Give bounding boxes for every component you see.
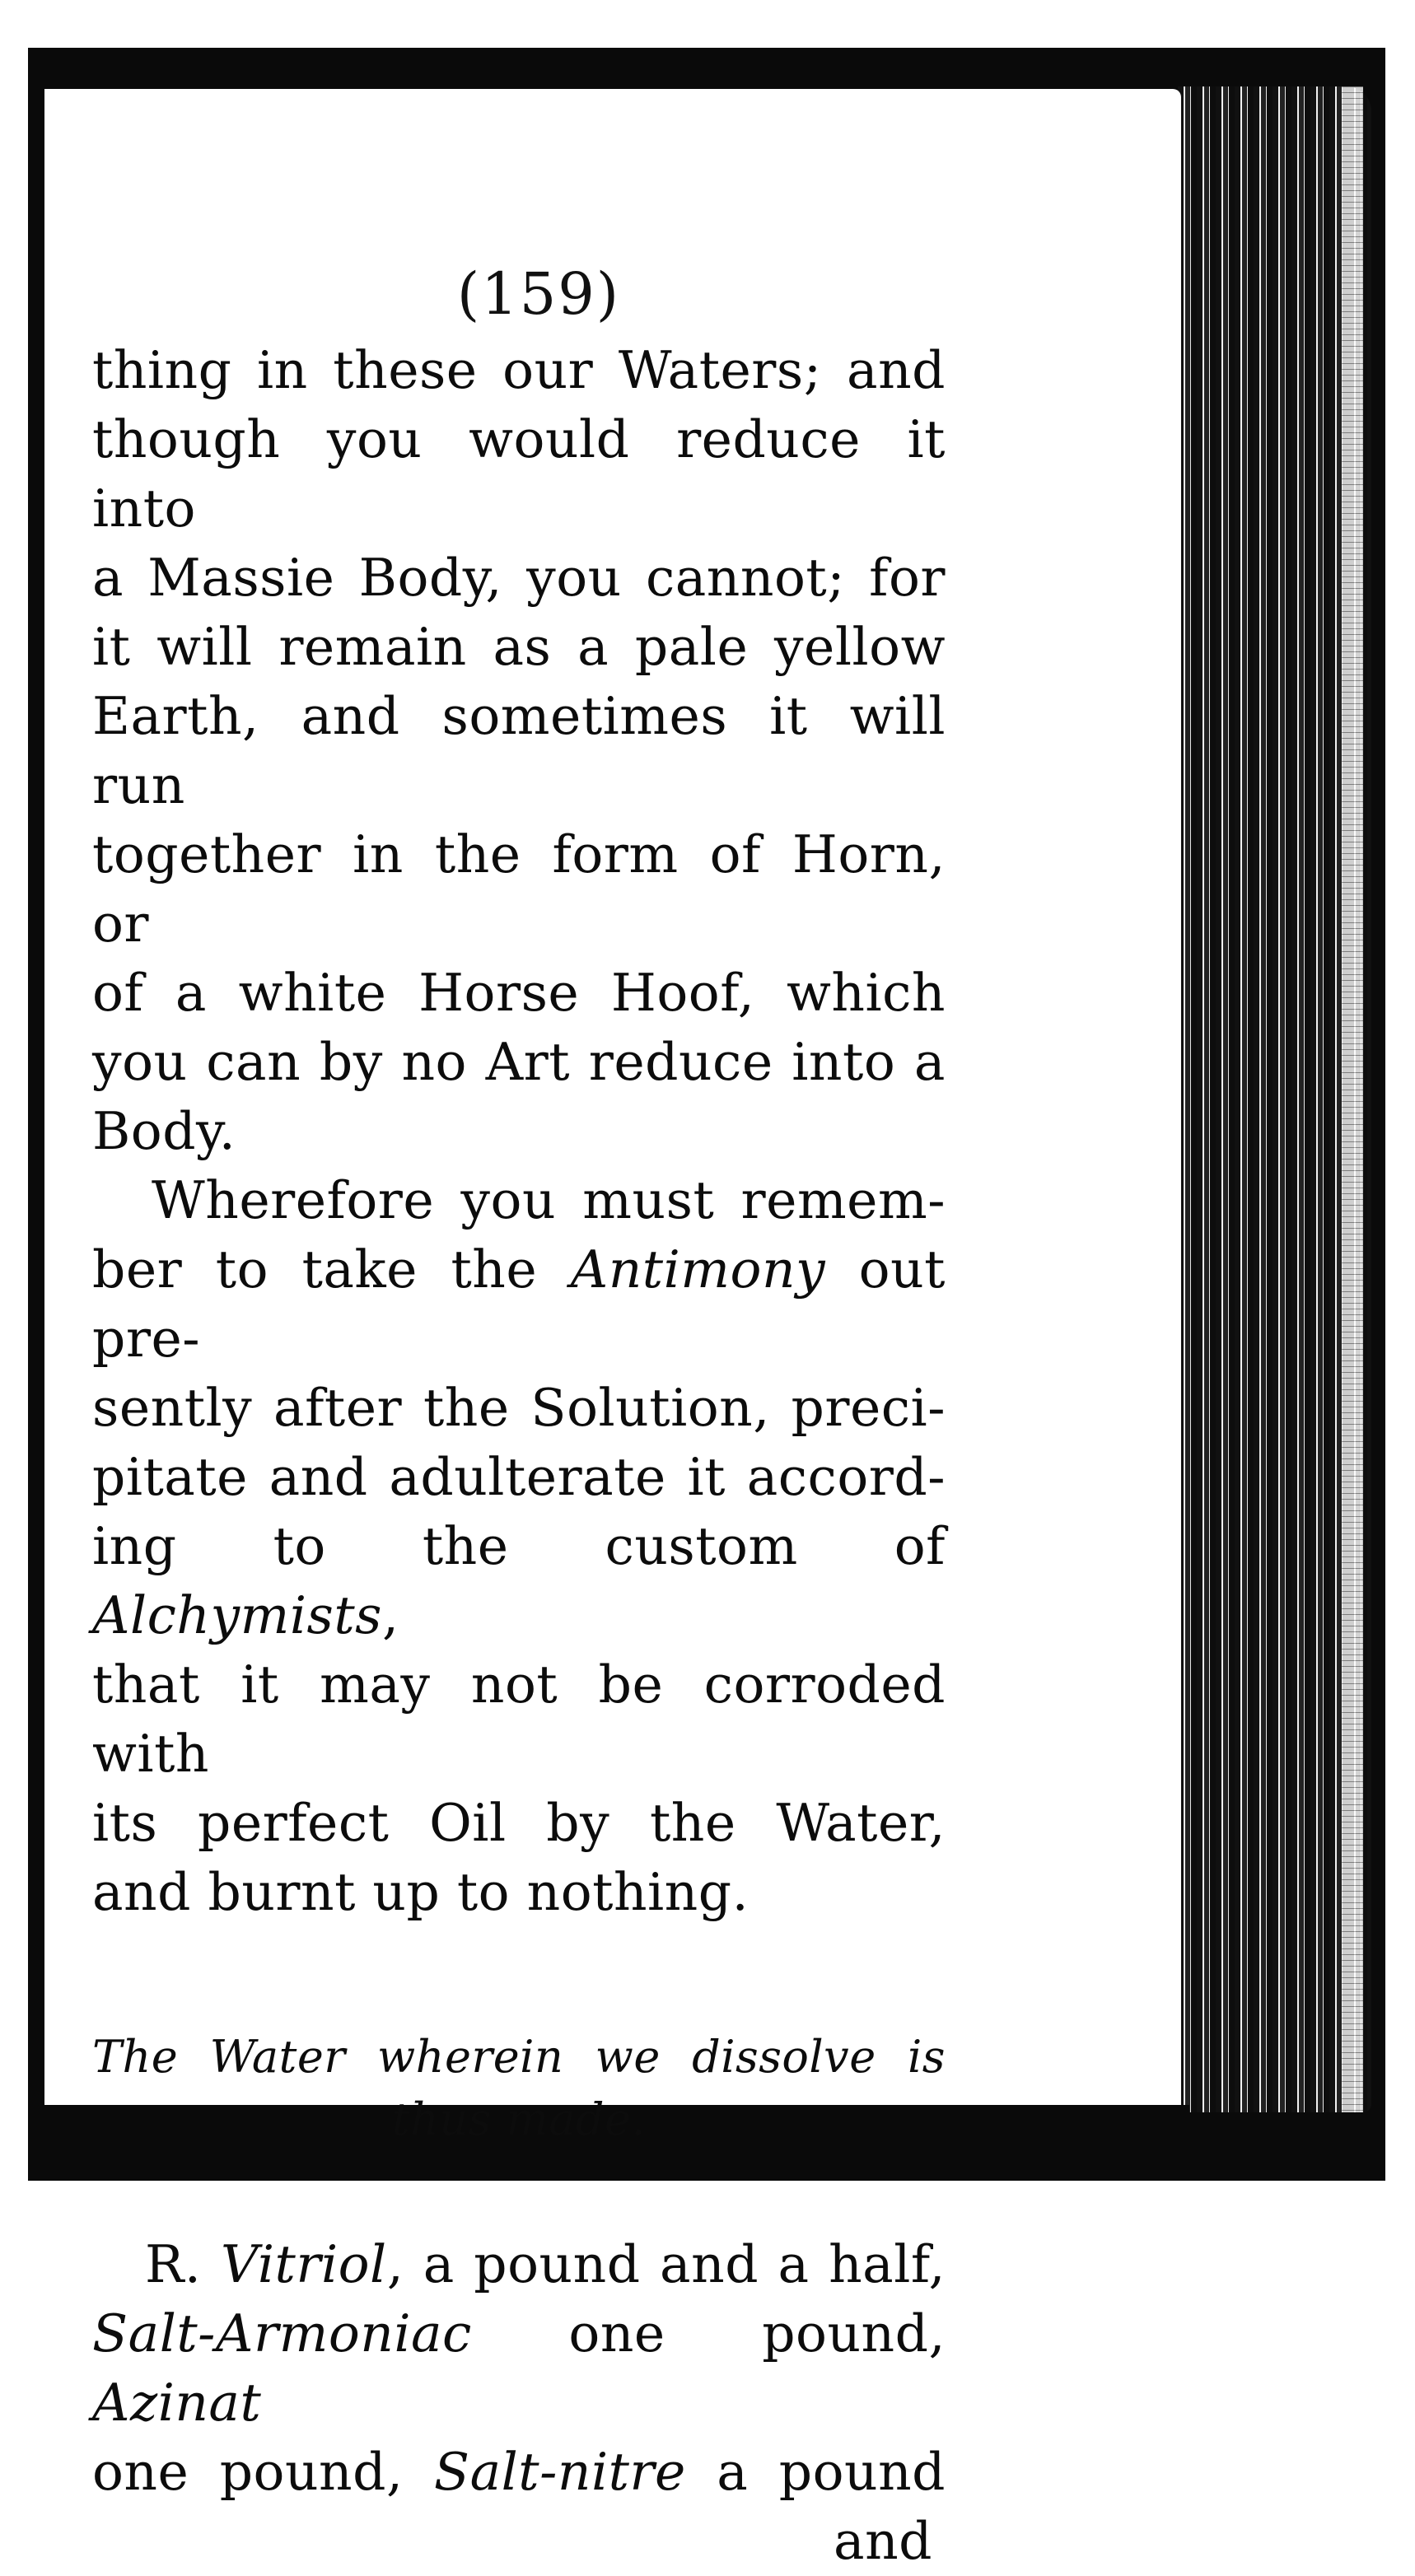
text-run: ber to take the [92, 1239, 571, 1300]
text-run: ing to the custom of [92, 1516, 946, 1576]
text-line [92, 2230, 946, 2299]
italic-term-azinat: Azinat [92, 2373, 262, 2433]
italic-term-salt-nitre: Salt-nitre [433, 2442, 686, 2502]
page-text [92, 336, 946, 2576]
text-line: Wherefore you must remem- [152, 1170, 946, 1230]
book-page-edges [1178, 86, 1371, 2112]
italic-term-salt-armoniac: Salt-Armoniac [92, 2303, 472, 2364]
heading-line: The Water wherein we dissolve is [92, 2031, 946, 2083]
text-run: out pre- [92, 1239, 946, 1369]
text-line: pitate and adulterate it accord- [92, 1447, 946, 1507]
text-line: it will remain as a pale yellow [92, 617, 946, 677]
text-line: Body. [92, 1101, 236, 1161]
text-line [92, 1512, 946, 1650]
text-line: and burnt up to nothing. [92, 1862, 750, 1922]
book-page [44, 89, 1181, 2571]
text-line [92, 1235, 946, 1374]
recipe-paragraph [92, 2230, 946, 2576]
catchword: and [834, 2511, 932, 2571]
text-run: one pound, [471, 2303, 946, 2364]
text-line [92, 2299, 946, 2438]
text-run: one pound, [92, 2442, 434, 2502]
text-run: , a pound and a half, [386, 2234, 946, 2294]
text-line [92, 2438, 946, 2507]
paragraph-2 [92, 1166, 946, 1927]
text-line: together in the form of Horn, or [92, 824, 946, 954]
text-line: though you would reduce it into [92, 409, 946, 539]
text-line: its perfect Oil by the Water, [92, 1793, 946, 1853]
heading-line: thus made. [391, 2093, 647, 2145]
text-line: sently after the Solution, preci- [92, 1378, 946, 1438]
text-line: that it may not be corroded with [92, 1654, 946, 1784]
italic-term-alchymists: Alchymists [92, 1585, 382, 1645]
text-run: R. [145, 2234, 221, 2294]
text-line: Earth, and sometimes it will run [92, 686, 946, 815]
section-heading [92, 2026, 946, 2151]
italic-term-antimony: Antimony [570, 1239, 826, 1300]
text-line: thing in these our Waters; and [92, 340, 946, 400]
text-run: , [381, 1585, 399, 1645]
text-line: you can by no Art reduce into a [92, 1032, 946, 1092]
text-line: a Massie Body, you cannot; for [92, 548, 946, 608]
page-number: (159) [456, 260, 621, 328]
text-line: of a white Horse Hoof, which [92, 963, 946, 1023]
text-run: a pound [685, 2442, 946, 2502]
italic-term-vitriol: Vitriol [220, 2234, 387, 2294]
paragraph-1 [92, 336, 946, 1166]
